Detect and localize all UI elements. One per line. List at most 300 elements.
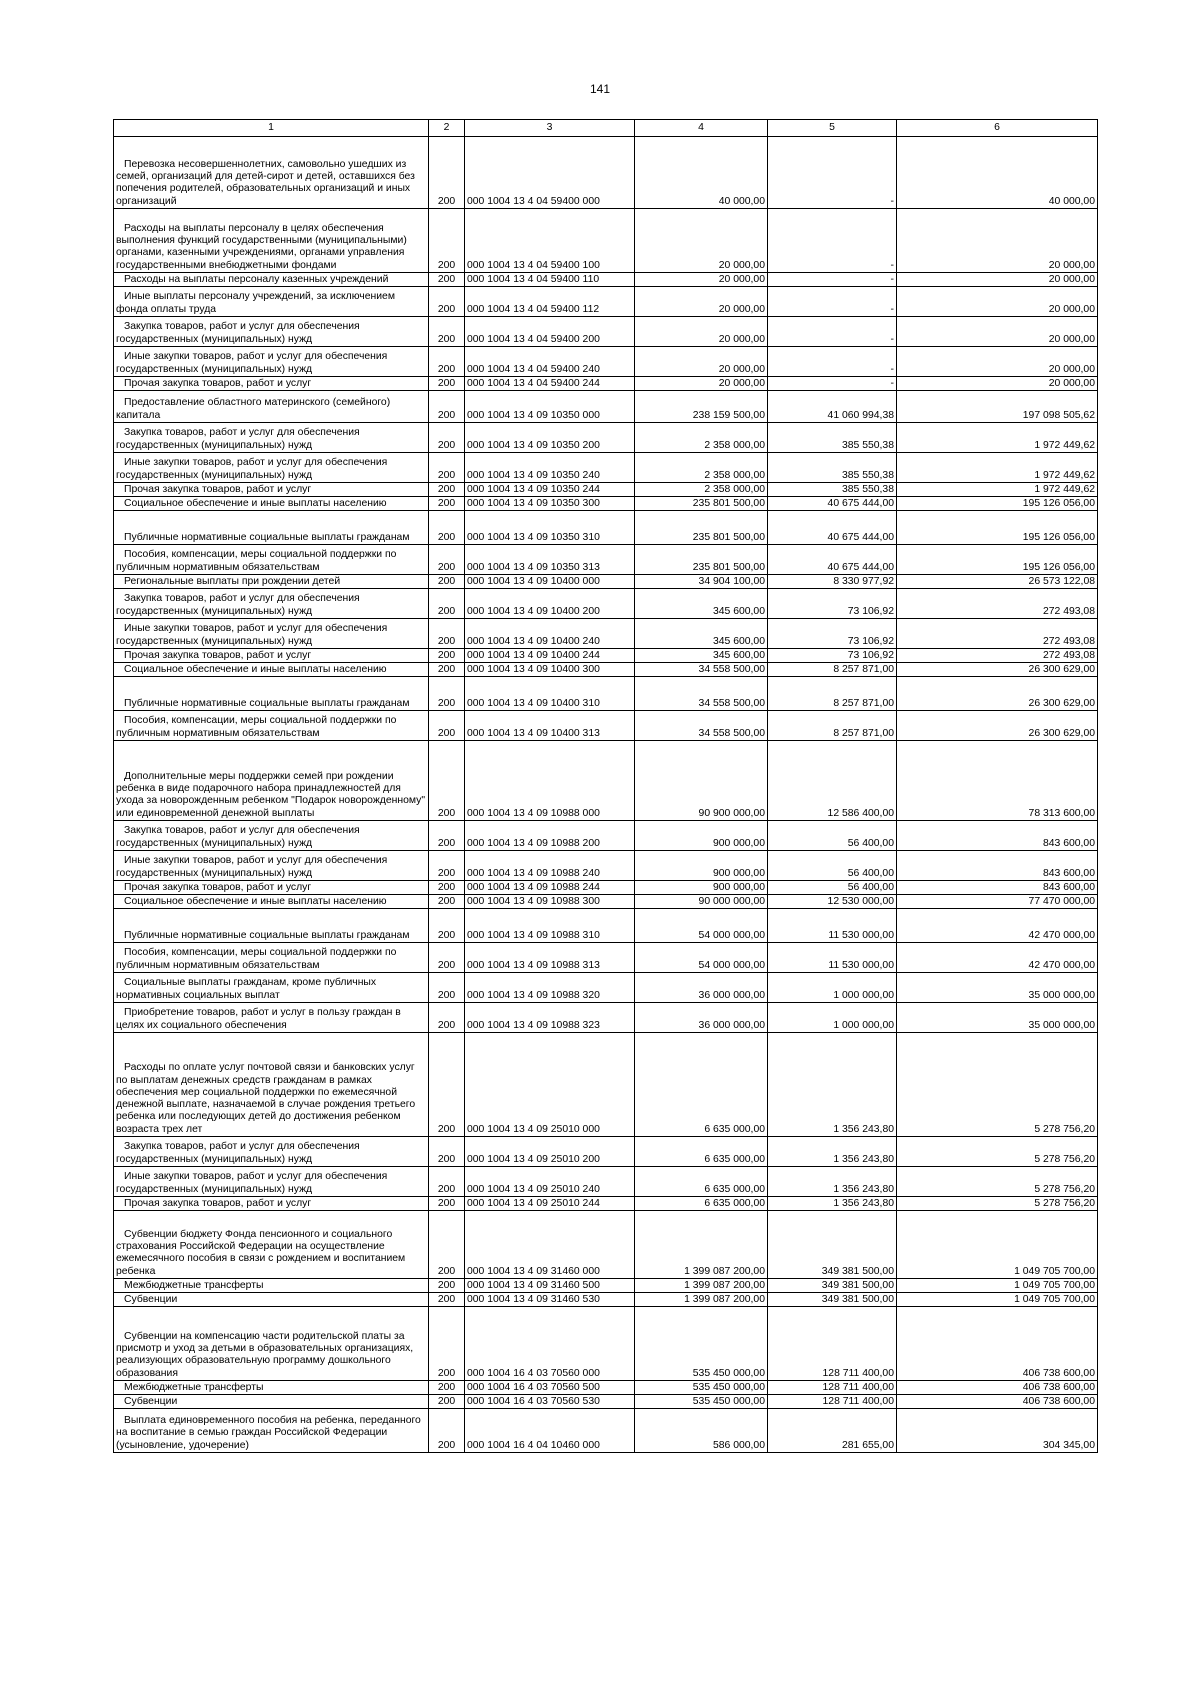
row-executed-cell: 1 356 243,80 [768,1137,897,1167]
row-approved-cell: 34 558 500,00 [635,663,768,677]
row-line-code-cell: 200 [429,711,465,741]
row-name-cell [114,663,429,677]
row-unexecuted-cell: 5 278 756,20 [897,1197,1098,1211]
row-unexecuted-cell: 406 738 600,00 [897,1381,1098,1395]
row-executed-cell: 128 711 400,00 [768,1307,897,1381]
row-line-code-cell: 200 [429,497,465,511]
row-line-code-cell: 200 [429,619,465,649]
row-name-text: Расходы на выплаты персоналу казенных учреждений [124,273,389,285]
row-approved-cell: 90 000 000,00 [635,895,768,909]
table-row [114,497,1098,511]
row-unexecuted-cell: 195 126 056,00 [897,545,1098,575]
row-approved-cell: 34 904 100,00 [635,575,768,589]
row-line-code-cell: 200 [429,1409,465,1453]
row-approved-cell: 535 450 000,00 [635,1381,768,1395]
row-name-cell [114,1033,429,1137]
row-executed-cell: 56 400,00 [768,821,897,851]
row-unexecuted-cell: 843 600,00 [897,881,1098,895]
row-executed-cell: 56 400,00 [768,881,897,895]
row-budget-code-cell: 000 1004 13 4 09 10350 310 [465,511,635,545]
row-unexecuted-cell: 26 300 629,00 [897,677,1098,711]
row-budget-code-cell: 000 1004 13 4 09 31460 000 [465,1211,635,1279]
row-executed-cell: 8 257 871,00 [768,677,897,711]
row-name-cell [114,943,429,973]
row-executed-cell: 12 586 400,00 [768,741,897,821]
row-name-text: Прочая закупка товаров, работ и услуг [124,377,312,389]
table-row [114,1307,1098,1381]
row-approved-cell: 235 801 500,00 [635,511,768,545]
row-line-code-cell: 200 [429,589,465,619]
row-budget-code-cell: 000 1004 13 4 04 59400 100 [465,209,635,273]
row-name-text: Дополнительные меры поддержки семей при рождении ребенка в виде подарочного набора принадлежностей для ухода за новорожденным ребенком "Подарок новорожденному" или единовременной денежной выплаты [116,770,426,819]
row-unexecuted-cell: 42 470 000,00 [897,909,1098,943]
row-approved-cell: 900 000,00 [635,821,768,851]
row-name-cell [114,1293,429,1307]
table-row [114,1279,1098,1293]
row-budget-code-cell: 000 1004 13 4 09 10988 244 [465,881,635,895]
row-line-code-cell: 200 [429,1137,465,1167]
row-executed-cell: 11 530 000,00 [768,909,897,943]
row-name-text: Межбюджетные трансферты [124,1381,264,1393]
row-line-code-cell: 200 [429,663,465,677]
row-approved-cell: 20 000,00 [635,209,768,273]
column-header-approved: 4 [635,120,768,137]
row-name-text: Пособия, компенсации, меры социальной поддержки по публичным нормативным обязательствам [116,715,397,739]
row-executed-cell: 128 711 400,00 [768,1395,897,1409]
row-line-code-cell: 200 [429,287,465,317]
row-executed-cell: 12 530 000,00 [768,895,897,909]
row-approved-cell: 54 000 000,00 [635,943,768,973]
row-name-text: Расходы на выплаты персоналу в целях обеспечения выполнения функций государственными (муниципальными) органами, казенными учреждениями, органами управления государственными внебюджетными фондами [116,222,407,271]
row-unexecuted-cell: 35 000 000,00 [897,973,1098,1003]
row-name-text: Субвенции на компенсацию части родительской платы за присмотр и уход за детьми в образовательных организациях, реализующих образовательную программу дошкольного образования [116,1330,414,1379]
row-executed-cell: 349 381 500,00 [768,1293,897,1307]
row-name-text: Региональные выплаты при рождении детей [124,575,341,587]
row-approved-cell: 20 000,00 [635,317,768,347]
row-line-code-cell: 200 [429,1395,465,1409]
table-row [114,1381,1098,1395]
row-name-text: Социальные выплаты гражданам, кроме публичных нормативных социальных выплат [116,977,377,1001]
row-name-text: Социальное обеспечение и иные выплаты населению [124,497,387,509]
row-approved-cell: 20 000,00 [635,347,768,377]
row-executed-cell: - [768,209,897,273]
row-name-text: Межбюджетные трансферты [124,1279,264,1291]
row-name-cell [114,391,429,423]
row-name-cell [114,137,429,209]
table-row [114,545,1098,575]
row-line-code-cell: 200 [429,973,465,1003]
row-budget-code-cell: 000 1004 13 4 09 10350 244 [465,483,635,497]
row-line-code-cell: 200 [429,377,465,391]
row-name-cell [114,677,429,711]
row-line-code-cell: 200 [429,1293,465,1307]
table-row [114,851,1098,881]
table-row [114,619,1098,649]
row-approved-cell: 2 358 000,00 [635,423,768,453]
row-unexecuted-cell: 20 000,00 [897,377,1098,391]
row-name-cell [114,973,429,1003]
row-line-code-cell: 200 [429,317,465,347]
row-unexecuted-cell: 5 278 756,20 [897,1033,1098,1137]
table-row [114,453,1098,483]
row-name-text: Иные закупки товаров, работ и услуг для обеспечения государственных (муниципальных) нужд [116,855,388,879]
row-unexecuted-cell: 195 126 056,00 [897,497,1098,511]
row-name-text: Закупка товаров, работ и услуг для обеспечения государственных (муниципальных) нужд [116,427,360,451]
row-executed-cell: 385 550,38 [768,483,897,497]
row-budget-code-cell: 000 1004 13 4 04 59400 110 [465,273,635,287]
budget-execution-table [113,119,1098,1453]
row-executed-cell: 385 550,38 [768,423,897,453]
row-executed-cell: - [768,137,897,209]
row-name-text: Публичные нормативные социальные выплаты гражданам [124,531,410,543]
row-line-code-cell: 200 [429,1211,465,1279]
row-approved-cell: 20 000,00 [635,377,768,391]
row-approved-cell: 40 000,00 [635,137,768,209]
row-name-text: Закупка товаров, работ и услуг для обеспечения государственных (муниципальных) нужд [116,1141,360,1165]
row-name-cell [114,347,429,377]
row-name-cell [114,711,429,741]
table-row [114,663,1098,677]
table-body [114,137,1098,1453]
row-line-code-cell: 200 [429,347,465,377]
table-row [114,589,1098,619]
row-budget-code-cell: 000 1004 13 4 04 59400 240 [465,347,635,377]
row-name-cell [114,619,429,649]
row-unexecuted-cell: 272 493,08 [897,619,1098,649]
row-name-text: Иные закупки товаров, работ и услуг для обеспечения государственных (муниципальных) нужд [116,457,388,481]
table-row [114,209,1098,273]
row-name-text: Субвенции [124,1395,178,1407]
table-row [114,1003,1098,1033]
table-row [114,881,1098,895]
row-unexecuted-cell: 78 313 600,00 [897,741,1098,821]
row-executed-cell: 349 381 500,00 [768,1279,897,1293]
row-approved-cell: 345 600,00 [635,649,768,663]
row-line-code-cell: 200 [429,1033,465,1137]
row-executed-cell: 349 381 500,00 [768,1211,897,1279]
row-name-cell [114,851,429,881]
row-budget-code-cell: 000 1004 13 4 09 10400 000 [465,575,635,589]
row-line-code-cell: 200 [429,909,465,943]
row-approved-cell: 586 000,00 [635,1409,768,1453]
row-unexecuted-cell: 843 600,00 [897,821,1098,851]
row-executed-cell: 11 530 000,00 [768,943,897,973]
row-name-cell [114,273,429,287]
row-name-cell [114,649,429,663]
row-name-text: Субвенции бюджету Фонда пенсионного и социального страхования Российской Федерации на осуществление ежемесячного пособия в связи с рождением и воспитанием ребенка [116,1228,406,1277]
row-unexecuted-cell: 406 738 600,00 [897,1395,1098,1409]
row-budget-code-cell: 000 1004 13 4 09 10988 240 [465,851,635,881]
row-budget-code-cell: 000 1004 13 4 09 10350 000 [465,391,635,423]
row-name-cell [114,423,429,453]
row-unexecuted-cell: 1 049 705 700,00 [897,1279,1098,1293]
row-budget-code-cell: 000 1004 13 4 09 10400 240 [465,619,635,649]
row-name-cell [114,909,429,943]
row-approved-cell: 20 000,00 [635,273,768,287]
row-budget-code-cell: 000 1004 13 4 09 10988 320 [465,973,635,1003]
row-line-code-cell: 200 [429,1381,465,1395]
row-line-code-cell: 200 [429,1307,465,1381]
table-row [114,821,1098,851]
row-unexecuted-cell: 26 300 629,00 [897,663,1098,677]
row-approved-cell: 36 000 000,00 [635,973,768,1003]
row-approved-cell: 1 399 087 200,00 [635,1279,768,1293]
row-name-text: Приобретение товаров, работ и услуг в пользу граждан в целях их социального обеспечения [116,1007,401,1031]
row-name-cell [114,317,429,347]
row-executed-cell: 1 356 243,80 [768,1033,897,1137]
row-unexecuted-cell: 42 470 000,00 [897,943,1098,973]
row-approved-cell: 238 159 500,00 [635,391,768,423]
page-number: 141 [589,82,611,96]
row-line-code-cell: 200 [429,391,465,423]
row-executed-cell: 1 000 000,00 [768,973,897,1003]
row-unexecuted-cell: 20 000,00 [897,209,1098,273]
row-budget-code-cell: 000 1004 16 4 03 70560 530 [465,1395,635,1409]
row-budget-code-cell: 000 1004 13 4 09 10350 313 [465,545,635,575]
table-row [114,317,1098,347]
row-executed-cell: - [768,317,897,347]
row-name-text: Субвенции [124,1293,178,1305]
table-row [114,1197,1098,1211]
row-name-text: Пособия, компенсации, меры социальной поддержки по публичным нормативным обязательствам [116,549,397,573]
table-row [114,483,1098,497]
row-executed-cell: 40 675 444,00 [768,511,897,545]
row-name-text: Пособия, компенсации, меры социальной поддержки по публичным нормативным обязательствам [116,947,397,971]
row-executed-cell: 385 550,38 [768,453,897,483]
table-row [114,347,1098,377]
row-name-text: Социальное обеспечение и иные выплаты населению [124,663,387,675]
row-budget-code-cell: 000 1004 16 4 04 10460 000 [465,1409,635,1453]
row-unexecuted-cell: 5 278 756,20 [897,1137,1098,1167]
row-executed-cell: 73 106,92 [768,589,897,619]
row-name-cell [114,1137,429,1167]
row-executed-cell: 73 106,92 [768,649,897,663]
row-name-text: Прочая закупка товаров, работ и услуг [124,649,312,661]
table-row [114,423,1098,453]
table-row [114,1167,1098,1197]
row-budget-code-cell: 000 1004 13 4 04 59400 244 [465,377,635,391]
row-approved-cell: 34 558 500,00 [635,711,768,741]
column-header-executed: 5 [768,120,897,137]
row-executed-cell: 41 060 994,38 [768,391,897,423]
row-name-text: Иные закупки товаров, работ и услуг для обеспечения государственных (муниципальных) нужд [116,351,388,375]
row-budget-code-cell: 000 1004 13 4 09 10400 300 [465,663,635,677]
row-name-cell [114,741,429,821]
row-line-code-cell: 200 [429,677,465,711]
row-name-cell [114,377,429,391]
row-budget-code-cell: 000 1004 13 4 09 25010 240 [465,1167,635,1197]
row-approved-cell: 535 450 000,00 [635,1307,768,1381]
row-approved-cell: 20 000,00 [635,287,768,317]
row-name-cell [114,545,429,575]
row-name-cell [114,1197,429,1211]
column-header-name: 1 [114,120,429,137]
row-name-cell [114,497,429,511]
row-executed-cell: 1 000 000,00 [768,1003,897,1033]
table-row [114,909,1098,943]
row-approved-cell: 36 000 000,00 [635,1003,768,1033]
row-budget-code-cell: 000 1004 13 4 09 10988 200 [465,821,635,851]
table-row [114,575,1098,589]
row-name-text: Прочая закупка товаров, работ и услуг [124,1197,312,1209]
row-budget-code-cell: 000 1004 13 4 09 10350 240 [465,453,635,483]
row-executed-cell: 1 356 243,80 [768,1197,897,1211]
row-executed-cell: 8 257 871,00 [768,663,897,677]
row-unexecuted-cell: 26 300 629,00 [897,711,1098,741]
row-name-text: Закупка товаров, работ и услуг для обеспечения государственных (муниципальных) нужд [116,825,360,849]
table-row [114,1211,1098,1279]
row-approved-cell: 900 000,00 [635,851,768,881]
row-name-text: Выплата единовременного пособия на ребенка, переданного на воспитание в семью граждан Российской Федерации (усыновление, удочерение) [116,1415,421,1451]
row-budget-code-cell: 000 1004 13 4 04 59400 000 [465,137,635,209]
row-approved-cell: 345 600,00 [635,619,768,649]
row-budget-code-cell: 000 1004 13 4 09 10350 300 [465,497,635,511]
table-row [114,1033,1098,1137]
table-row [114,649,1098,663]
row-executed-cell: 8 257 871,00 [768,711,897,741]
row-unexecuted-cell: 1 972 449,62 [897,423,1098,453]
row-budget-code-cell: 000 1004 13 4 04 59400 200 [465,317,635,347]
row-unexecuted-cell: 35 000 000,00 [897,1003,1098,1033]
row-approved-cell: 535 450 000,00 [635,1395,768,1409]
row-name-cell [114,1409,429,1453]
row-approved-cell: 34 558 500,00 [635,677,768,711]
row-name-cell [114,209,429,273]
row-budget-code-cell: 000 1004 13 4 09 31460 530 [465,1293,635,1307]
row-line-code-cell: 200 [429,741,465,821]
row-budget-code-cell: 000 1004 13 4 04 59400 112 [465,287,635,317]
row-name-cell [114,821,429,851]
table-row [114,1293,1098,1307]
table-row [114,391,1098,423]
row-executed-cell: 40 675 444,00 [768,497,897,511]
row-line-code-cell: 200 [429,895,465,909]
row-approved-cell: 6 635 000,00 [635,1033,768,1137]
row-budget-code-cell: 000 1004 13 4 09 10988 310 [465,909,635,943]
row-line-code-cell: 200 [429,1167,465,1197]
row-approved-cell: 6 635 000,00 [635,1137,768,1167]
row-name-text: Социальное обеспечение и иные выплаты населению [124,895,387,907]
row-line-code-cell: 200 [429,423,465,453]
row-name-text: Прочая закупка товаров, работ и услуг [124,483,312,495]
row-name-cell [114,483,429,497]
row-name-cell [114,1167,429,1197]
row-budget-code-cell: 000 1004 16 4 03 70560 000 [465,1307,635,1381]
row-budget-code-cell: 000 1004 13 4 09 10988 300 [465,895,635,909]
row-unexecuted-cell: 843 600,00 [897,851,1098,881]
row-budget-code-cell: 000 1004 13 4 09 25010 000 [465,1033,635,1137]
row-executed-cell: - [768,377,897,391]
row-name-cell [114,575,429,589]
row-name-text: Закупка товаров, работ и услуг для обеспечения государственных (муниципальных) нужд [116,321,360,345]
row-executed-cell: - [768,273,897,287]
row-name-cell [114,1003,429,1033]
row-budget-code-cell: 000 1004 13 4 09 10988 313 [465,943,635,973]
row-approved-cell: 2 358 000,00 [635,453,768,483]
row-approved-cell: 235 801 500,00 [635,497,768,511]
row-executed-cell: 8 330 977,92 [768,575,897,589]
row-budget-code-cell: 000 1004 13 4 09 10400 244 [465,649,635,663]
row-budget-code-cell: 000 1004 13 4 09 10988 323 [465,1003,635,1033]
table-row [114,273,1098,287]
row-name-cell [114,1381,429,1395]
row-executed-cell: 281 655,00 [768,1409,897,1453]
row-unexecuted-cell: 1 972 449,62 [897,453,1098,483]
row-line-code-cell: 200 [429,575,465,589]
row-name-text: Иные закупки товаров, работ и услуг для обеспечения государственных (муниципальных) нужд [116,623,388,647]
row-name-cell [114,895,429,909]
row-name-text: Публичные нормативные социальные выплаты гражданам [124,929,410,941]
row-approved-cell: 6 635 000,00 [635,1197,768,1211]
table-row [114,711,1098,741]
row-line-code-cell: 200 [429,851,465,881]
table-row [114,1409,1098,1453]
row-approved-cell: 1 399 087 200,00 [635,1293,768,1307]
row-approved-cell: 900 000,00 [635,881,768,895]
table-row [114,741,1098,821]
row-unexecuted-cell: 406 738 600,00 [897,1307,1098,1381]
row-line-code-cell: 200 [429,943,465,973]
row-unexecuted-cell: 1 972 449,62 [897,483,1098,497]
table-row [114,895,1098,909]
row-name-cell [114,287,429,317]
row-name-text: Перевозка несовершеннолетних, самовольно ушедших из семей, организаций для детей-сирот и детей, оставшихся без попечения родителей, образовательных организаций и иных организаций [116,158,415,207]
table-row [114,677,1098,711]
row-executed-cell: - [768,347,897,377]
row-line-code-cell: 200 [429,881,465,895]
row-budget-code-cell: 000 1004 13 4 09 31460 500 [465,1279,635,1293]
row-name-text: Иные выплаты персоналу учреждений, за исключением фонда оплаты труда [116,291,395,315]
row-executed-cell: 128 711 400,00 [768,1381,897,1395]
row-line-code-cell: 200 [429,821,465,851]
row-line-code-cell: 200 [429,545,465,575]
row-unexecuted-cell: 20 000,00 [897,273,1098,287]
row-budget-code-cell: 000 1004 13 4 09 10350 200 [465,423,635,453]
row-unexecuted-cell: 1 049 705 700,00 [897,1211,1098,1279]
row-approved-cell: 6 635 000,00 [635,1167,768,1197]
row-unexecuted-cell: 304 345,00 [897,1409,1098,1453]
row-approved-cell: 54 000 000,00 [635,909,768,943]
row-name-cell [114,1307,429,1381]
row-approved-cell: 2 358 000,00 [635,483,768,497]
row-name-cell [114,453,429,483]
row-unexecuted-cell: 5 278 756,20 [897,1167,1098,1197]
row-budget-code-cell: 000 1004 13 4 09 10400 200 [465,589,635,619]
column-number-header-row [114,120,1098,137]
table-row [114,377,1098,391]
table-row [114,511,1098,545]
table-row [114,1395,1098,1409]
row-line-code-cell: 200 [429,649,465,663]
row-executed-cell: - [768,287,897,317]
row-name-cell [114,589,429,619]
row-approved-cell: 235 801 500,00 [635,545,768,575]
row-line-code-cell: 200 [429,137,465,209]
row-name-text: Предоставление областного материнского (семейного) капитала [116,397,391,421]
row-unexecuted-cell: 272 493,08 [897,649,1098,663]
row-budget-code-cell: 000 1004 13 4 09 10988 000 [465,741,635,821]
row-budget-code-cell: 000 1004 16 4 03 70560 500 [465,1381,635,1395]
row-line-code-cell: 200 [429,1197,465,1211]
row-unexecuted-cell: 26 573 122,08 [897,575,1098,589]
table-row [114,943,1098,973]
row-approved-cell: 1 399 087 200,00 [635,1211,768,1279]
table-row [114,1137,1098,1167]
row-line-code-cell: 200 [429,453,465,483]
row-executed-cell: 73 106,92 [768,619,897,649]
row-unexecuted-cell: 77 470 000,00 [897,895,1098,909]
row-unexecuted-cell: 195 126 056,00 [897,511,1098,545]
